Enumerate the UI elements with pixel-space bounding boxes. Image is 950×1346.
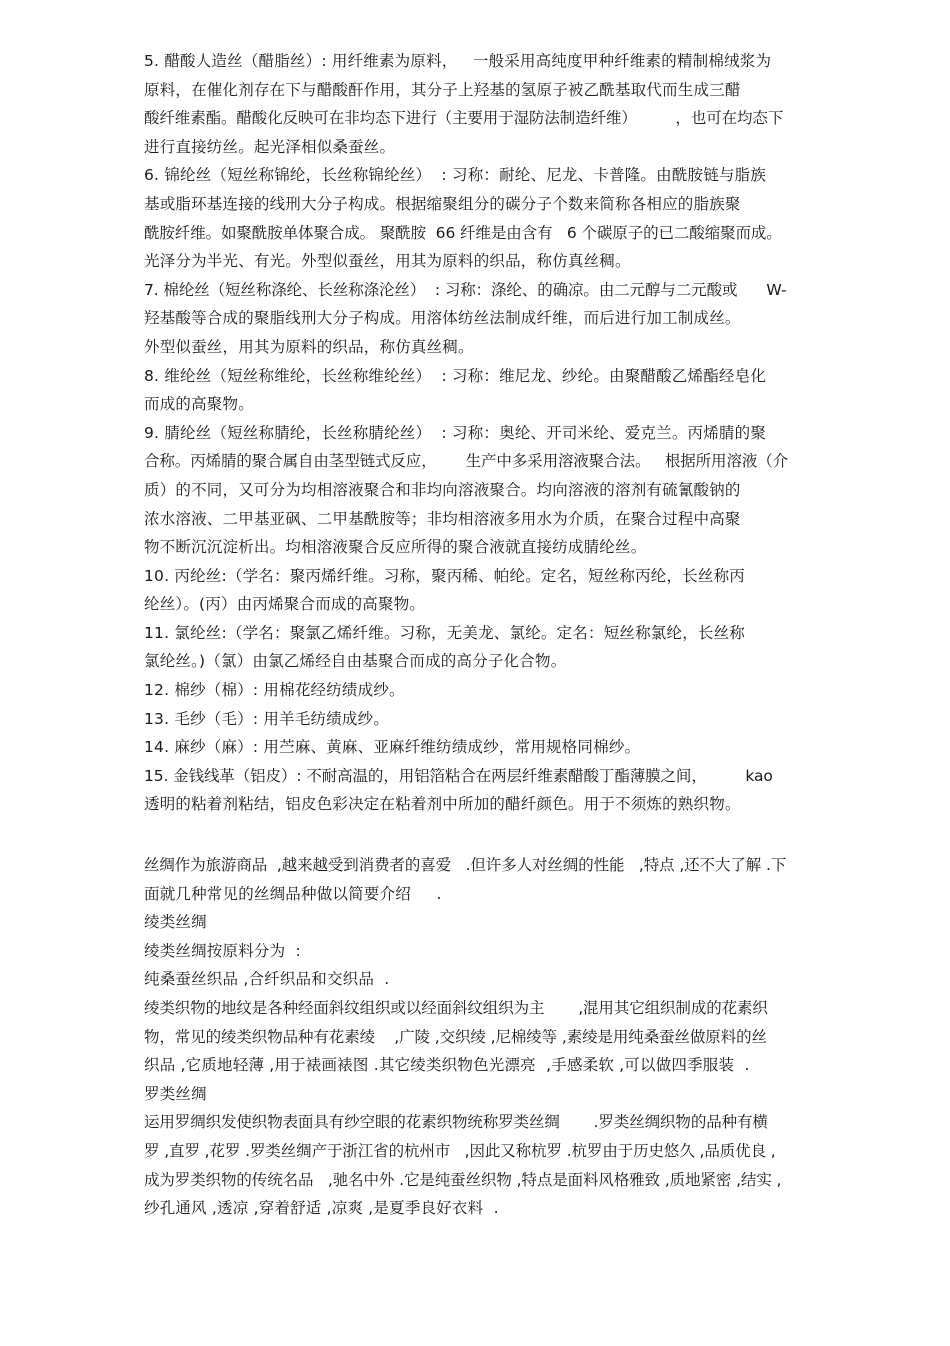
text-line: 浓水溶液、二甲基亚砜、二甲基酰胺等；非均相溶液多用水为介质，在聚合过程中高聚: [144, 509, 741, 528]
text-line: 合称。丙烯腈的聚合属自由茎型链式反应， 生产中多采用溶液聚合法。 根据所用溶液（介: [144, 452, 789, 471]
text-line: 绫类织物的地纹是各种经面斜纹组织或以经面斜纹组织为主 ,混用其它组织制成的花素织: [144, 998, 768, 1017]
section-heading: 罗类丝绸: [144, 1084, 207, 1103]
text-line: 质）的不同，又可分为均相溶液聚合和非均向溶液聚合。均向溶液的溶剂有硫氰酸钠的: [144, 480, 741, 499]
text-line: 光泽分为半光、有光。外型似蚕丝，用其为原料的织品，称仿真丝稠。: [144, 252, 631, 271]
text-line: 酰胺纤维。如聚酰胺单体聚合成。 聚酰胺 66 纤维是由含有 6 个碳原子的已二酸缩聚而成。: [144, 223, 782, 242]
text-line: 而成的高聚物。: [144, 395, 254, 414]
text-line: 酸纤维素酯。醋酸化反映可在非均态下进行（主要用于湿防法制造纤维） ，也可在均态下: [144, 109, 784, 128]
text-line: 7. 棉纶丝（短丝称涤纶、长丝称涤沦丝） : 习称：涤纶、的确凉。由二元醇与二元酸或 W-: [144, 280, 787, 299]
text-line: 13. 毛纱（毛）: 用羊毛纺绩成纱。: [144, 709, 390, 728]
text-line: 物不断沉沉淀析出。均相溶液聚合反应所得的聚合液就直接纺成腈纶丝。: [144, 538, 647, 557]
text-line: 9. 腈纶丝（短丝称腈纶，长丝称腈纶丝） : 习称：奥纶、开司米纶、爱克兰。丙烯腈的聚: [144, 423, 767, 442]
text-line: 纶丝）。(丙）由丙烯聚合而成的高聚物。: [144, 595, 426, 614]
text-line: 8. 维纶丝（短丝称维纶，长丝称维纶丝） : 习称：维尼龙、纱纶。由聚醋酸乙烯酯经皂化: [144, 366, 767, 385]
text-line: 成为罗类织物的传统名品 ,驰名中外 .它是纯蚕丝织物 ,特点是面料风格雅致 ,质地紧密 ,结实 ,: [144, 1170, 782, 1189]
text-line: 透明的粘着剂粘结，铝皮色彩决定在粘着剂中所加的醋纤颜色。用于不须炼的熟织物。: [144, 795, 741, 814]
text-line: 氯纶丝。)（氯）由氯乙烯经自由基聚合而成的高分子化合物。: [144, 652, 567, 671]
text-line: 10. 丙纶丝:（学名：聚丙烯纤维。习称，聚丙稀、帕纶。定名，短丝称丙纶，长丝称丙: [144, 566, 746, 585]
text-line: 丝绸作为旅游商品 ,越来越受到消费者的喜爱 .但许多人对丝绸的性能 ,特点 ,还不大了解 .下: [144, 856, 787, 874]
text-line: 12. 棉纱（棉）: 用棉花经纺绩成纱。: [144, 681, 405, 700]
text-line: 15. 金钱线革（铝皮）: 不耐高温的，用铝箔粘合在两层纤维素醋酸丁酯薄膜之间， kao: [144, 766, 773, 785]
text-line: 5. 醋酸人造丝（醋脂丝）: 用纤维素为原料， 一般采用高纯度甲种纤维素的精制棉绒浆为: [144, 52, 772, 70]
text-line: 织品 ,它质地轻薄 ,用于裱画裱图 .其它绫类织物色光漂亮 ,手感柔软 ,可以做四季服装 .: [144, 1056, 750, 1075]
text-line: 14. 麻纱（麻）: 用苎麻、黄麻、亚麻纤维纺绩成纱，常用规格同棉纱。: [144, 738, 641, 757]
silk-types-section: [144, 851, 894, 1223]
text-line: 外型似蚕丝，用其为原料的织品，称仿真丝稠。: [144, 337, 474, 356]
text-line: 6. 锦纶丝（短丝称锦纶，长丝称锦纶丝） : 习称：耐纶、尼龙、卡普隆。由酰胺链与脂族: [144, 166, 767, 185]
section-heading: 绫类丝绸: [144, 913, 207, 932]
text-line: 原料，在催化剂存在下与醋酸酐作用，其分子上羟基的氢原子被乙酰基取代而生成三醋: [144, 80, 741, 99]
text-line: 运用罗绸织发使织物表面具有纱空眼的花素织物统称罗类丝绸 .罗类丝绸织物的品种有横: [144, 1113, 768, 1132]
text-line: 物，常见的绫类织物品种有花素绫 ,广陵 ,交织绫 ,尼棉绫等 ,素绫是用纯桑蚕丝做原料的丝: [144, 1027, 767, 1046]
text-line: 纯桑蚕丝织品 ,合纤织品和交织品 .: [144, 970, 390, 989]
text-line: 面就几种常见的丝绸品种做以简要介绍 .: [144, 884, 442, 903]
text-line: 羟基酸等合成的聚脂线刑大分子构成。用溶体纺丝法制成纤维，而后进行加工制成丝。: [144, 309, 741, 328]
text-line: 纱孔通风 ,透凉 ,穿着舒适 ,凉爽 ,是夏季良好衣料 .: [144, 1199, 499, 1218]
text-line: 罗 ,直罗 ,花罗 .罗类丝绸产于浙江省的杭州市 ,因此又称杭罗 .杭罗由于历史悠久 ,品质优良 ,: [144, 1141, 776, 1160]
fiber-definitions-section: [144, 47, 894, 819]
text-line: 基或脂环基连接的线刑大分子构成。根据缩聚组分的碳分子个数来简称各相应的脂族聚: [144, 194, 741, 213]
text-line: 11. 氯纶丝:（学名：聚氯乙烯纤维。习称，无美龙、氯纶。定名：短丝称氯纶，长丝称: [144, 623, 746, 642]
text-line: 进行直接纺丝。起光泽相似桑蚕丝。: [144, 137, 396, 156]
text-line: 绫类丝绸按原料分为 :: [144, 941, 301, 960]
